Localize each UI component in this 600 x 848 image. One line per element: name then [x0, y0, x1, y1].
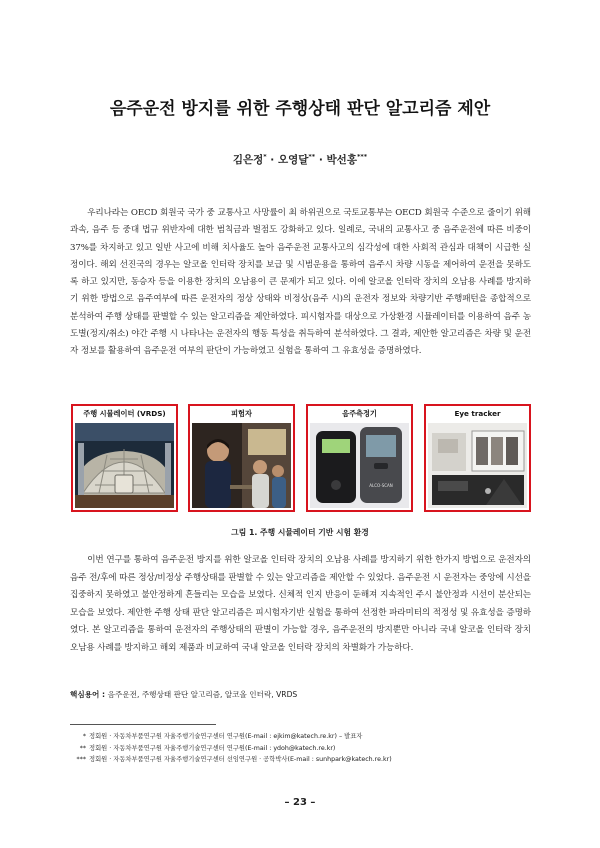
author-2: 오영달** — [277, 152, 316, 166]
figure-panel-breathalyzer — [306, 404, 413, 512]
footnote — [66, 743, 536, 755]
footnote — [66, 754, 536, 766]
figure-panel-eye-tracker — [424, 404, 531, 512]
panel-label: Eye tracker — [426, 406, 529, 422]
keywords-text: 음주운전, 주행상태 판단 알고리즘, 알코올 인터락, VRDS — [107, 690, 298, 699]
footnote-text: 정회원 · 자동차부품연구원 자율주행기술연구센터 연구원(E-mail : ydoh@katech.re.kr) — [89, 744, 336, 752]
figure-caption: 그림 1. 주행 시뮬레이터 기반 시험 환경 — [231, 528, 369, 537]
eye-tracker-icon — [428, 423, 527, 508]
author-1: 김은정* — [232, 152, 267, 166]
page-number: – 23 – — [284, 797, 316, 808]
author-3: 박선홍*** — [326, 152, 368, 166]
footnote-mark: *** — [76, 756, 86, 763]
figure-panel-subjects — [188, 404, 295, 512]
author-line: 김은정* · 오영달** · 박선홍*** — [232, 152, 368, 166]
subjects-icon — [192, 423, 291, 508]
footnote-text: 정회원 · 자동차부품연구원 자율주행기술연구센터 선임연구원 · 공학박사(E-mail : sunhpark@katech.re.kr) — [89, 756, 392, 763]
breathalyzer-brand-label: ALCO-SCAN — [369, 483, 393, 488]
footnote-divider — [70, 724, 216, 725]
footnote-mark: ** — [79, 744, 86, 752]
body-paragraph: 이번 연구를 통하여 음주운전 방지를 위한 알코올 인터락 장치의 오남용 사례를 방지하기 위한 한가지 방법으로 운전자의 음주 전/후에 따른 정상/비정상 주행상태를 판별할 수 있는 알고리즘을 제안할 수 있었다. 음주운전 시 운전자는 중앙에 시선을 집중하지 못하였고 불안정하게 흔들리는 모습을 보였다. 신체적 인지 반응이 둔해져 지속적인 주시 불안정과 시선이 분산되는 모습을 보였다. 제안한 주행 상태 판단 알고리즘은 피시험자기반 실험을 통하여 선정한 파라미터의 적정성 및 유효성을 증명하였다. 본 알고리즘을 통하여 운전자의 주행상태의 판별이 가능할 경우, 음주운전의 방지뿐만 아니라 국내 알코올 인터락 장치 오남용 사례를 방지하고 해외 제품과 비교하여 국내 알코올 인터락 장치의 차별화가 가능하다. — [70, 555, 531, 653]
keywords-label: 핵심용어 : — [70, 690, 108, 699]
figure-panel-row — [71, 404, 531, 514]
footnote — [66, 731, 536, 743]
paper-title: 음주운전 방지를 위한 주행상태 판단 알고리즘 제안 — [109, 99, 491, 119]
figure-panel-simulator — [71, 404, 178, 512]
panel-label: 음주측정기 — [308, 406, 411, 422]
breathalyzer-icon — [310, 423, 409, 508]
footnote-mark: * — [82, 733, 86, 740]
keywords — [70, 689, 531, 700]
panel-label: 피험자 — [190, 406, 293, 422]
footnote-text: 정회원 · 자동차부품연구원 자율주행기술연구센터 연구원(E-mail : ejkim@katech.re.kr) – 발표자 — [89, 733, 363, 740]
panel-label: 주행 시뮬레이터 (VRDS) — [73, 406, 176, 422]
footnotes — [66, 731, 536, 766]
driving-simulator-icon — [75, 423, 174, 508]
abstract-paragraph: 우리나라는 OECD 회원국 국가 중 교통사고 사망률이 최 하위권으로 국토교통부는 OECD 회원국 수준으로 줄이기 위해 과속, 음주 등 중대 법규 위반자에 대한 범칙금과 벌점도 강화하고 있다. 일례로, 국내의 교통사고 중 음주운전에 따른 비중이 37%를 차지하고 있고 일반 사고에 비해 치사율도 높아 음주운전 교통사고의 심각성에 대한 사회적 관심과 대책이 시급한 실정이다. 해외 선진국의 경우는 알코올 인터락 장치를 보급 및 시범운용을 통하여 음주시 차량 시동을 제어하여 운전을 못하도록 하고 있지만, 동승자 등을 이용한 장치의 오남용이 큰 문제가 되고 있다. 이에 알코올 인터락 장치의 오남용 사례를 방지하기 위한 방법으로 음주여부에 따른 운전자의 정상 상태와 비정상(음주 시)의 운전자 정보와 차량기반 주행패턴을 종합적으로 분석하여 주행 상태를 판별할 수 있는 알고리즘을 제안하였다. 피시험자를 대상으로 가상환경 시뮬레이터를 이용하여 음주 농도별(정지/취소) 야간 주행 시 나타나는 운전자의 행동 특성을 취득하여 분석하였다. 그 결과, 제안한 알고리즘은 차량 및 운전자 정보를 활용하여 음주운전 여부의 판단이 가능하였고 실험을 통하여 그 유효성을 증명하였다. — [70, 208, 531, 357]
